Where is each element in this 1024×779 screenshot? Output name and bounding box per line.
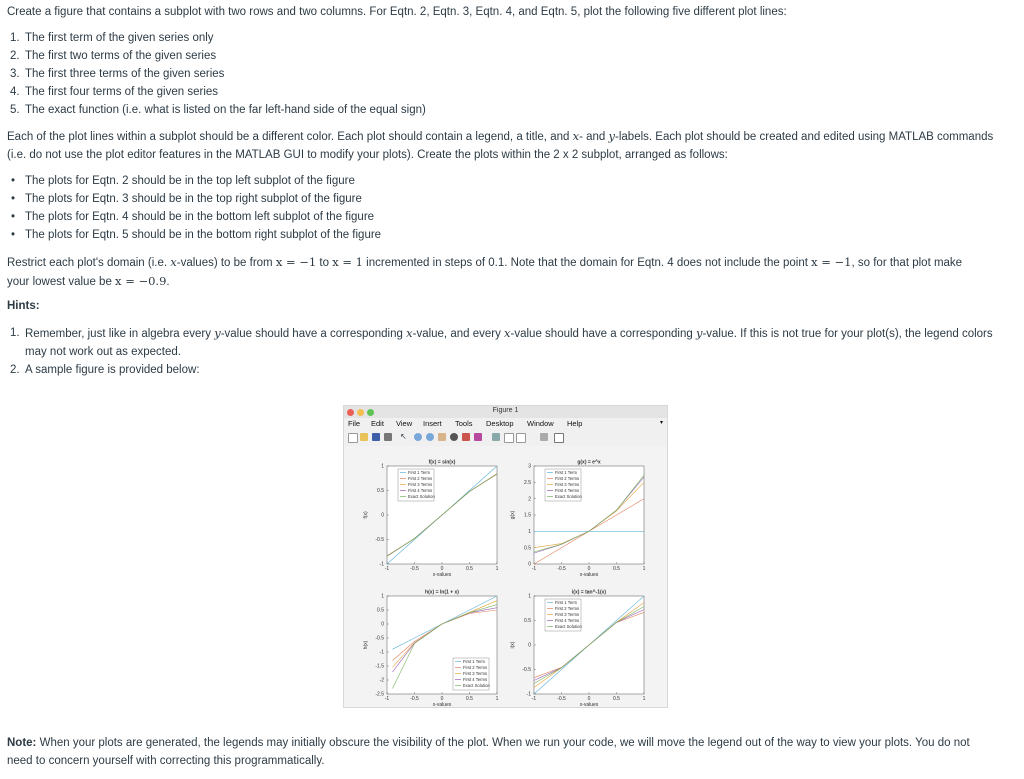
intro-text: Create a figure that contains a subplot with two rows and two columns. For Eqtn. 2, Eqtn. 3, Eqtn. 4, and Eqtn. 5, plot the following five different plot lines:: [7, 6, 787, 18]
list-item: 5. The exact function (i.e. what is listed on the far left-hand side of the equal sign): [10, 104, 426, 116]
y-tick-label: 0.5: [377, 488, 384, 495]
y-tick-label: 1: [528, 593, 531, 600]
y-tick-label: 0.5: [377, 607, 384, 614]
y-axis-label: i(x): [510, 641, 516, 649]
legend-icon[interactable]: [516, 433, 526, 443]
y-axis-label: f(x): [363, 511, 369, 519]
subplot-title: h(x) = ln(1 + x): [425, 589, 459, 596]
legend: [545, 469, 582, 501]
menu-overflow-icon[interactable]: ▾: [660, 420, 664, 426]
x-tick-label: 0: [440, 566, 444, 572]
legend-entry: First 2 Terms: [463, 665, 488, 670]
x-tick-label: 0: [587, 566, 591, 572]
y-tick-label: 1: [381, 593, 384, 600]
dock-icon[interactable]: [554, 433, 564, 443]
legend-entry: First 4 Terms: [555, 618, 580, 623]
y-tick-label: 0: [528, 561, 531, 568]
y-tick-label: -1.5: [375, 663, 384, 670]
y-axis-label: g(x): [510, 510, 516, 520]
matlab-figure-window: [343, 405, 668, 708]
y-axis-label: h(x): [363, 640, 369, 650]
menu-tools[interactable]: Tools: [455, 419, 473, 428]
menu-bar: [344, 418, 667, 430]
list-item: • The plots for Eqtn. 3 should be in the top right subplot of the figure: [11, 193, 362, 205]
link-icon[interactable]: [492, 433, 500, 441]
open-icon[interactable]: [360, 433, 368, 441]
y-tick-label: 2: [528, 496, 531, 503]
legend-entry: First 3 Terms: [408, 482, 433, 487]
x-tick-label: 1: [495, 696, 499, 702]
x-axis-label: x-values: [432, 702, 452, 708]
y-tick-label: 0: [381, 512, 384, 519]
legend-entry: First 4 Terms: [463, 677, 488, 682]
list-item: • The plots for Eqtn. 4 should be in the bottom left subplot of the figure: [11, 211, 375, 223]
y-tick-label: 0.5: [524, 545, 531, 552]
y-tick-label: -0.5: [375, 635, 384, 642]
y-tick-label: -2.5: [375, 691, 384, 698]
y-tick-label: 2.5: [524, 480, 531, 487]
x-axis-label: x-values: [579, 702, 599, 708]
legend: [545, 599, 582, 631]
x-tick-label: 1: [642, 566, 646, 572]
figure-toolbar: [344, 431, 667, 444]
list-item: 1. The first term of the given series only: [10, 32, 214, 44]
save-icon[interactable]: [372, 433, 380, 441]
y-tick-label: -0.5: [375, 537, 384, 544]
x-axis-label: x-values: [432, 572, 452, 578]
y-tick-label: -0.5: [522, 667, 531, 674]
brush-icon[interactable]: [474, 433, 482, 441]
y-tick-label: -1: [526, 691, 531, 698]
legend-entry: Exact Solution: [408, 494, 435, 499]
legend-entry: First 4 Terms: [408, 488, 433, 493]
list-item: 4. The first four terms of the given series: [10, 86, 219, 98]
window-title: Figure 1: [492, 407, 519, 414]
colorbar-icon[interactable]: [504, 433, 514, 443]
instructions-paragraph: Each of the plot lines within a subplot should be a different color. Each plot should contain a legend, a title, and x- and y-labels. Each plot should be created and edited using MATLAB commands (i.e. do not use the plot editor features in the MATLAB GUI to modify your plots). Create the plots within the 2 x 2 subplot, arranged as follows:: [7, 129, 994, 161]
rotate-icon[interactable]: [450, 433, 458, 441]
x-tick-label: 0.5: [466, 696, 473, 702]
arrow-icon[interactable]: ↖: [400, 432, 407, 441]
x-tick-label: 0.5: [613, 566, 620, 572]
legend-entry: Exact Solution: [555, 494, 582, 499]
numbered-list: [7, 29, 1007, 119]
menu-desktop[interactable]: Desktop: [486, 419, 514, 428]
subplot-title: g(x) = e^x: [577, 459, 601, 466]
x-tick-label: 1: [642, 696, 646, 702]
y-tick-label: 1: [381, 463, 384, 470]
hide-icon[interactable]: [540, 433, 548, 441]
figure-canvas: [344, 446, 668, 708]
legend-entry: Exact Solution: [555, 624, 582, 629]
list-item: 1. Remember, just like in algebra every y-value should have a corresponding x-value, and every x-value should have a corresponding y-value. If this is not true for your plot(s), the legend colors may not work out as expected.: [10, 326, 993, 358]
datacursor-icon[interactable]: [462, 433, 470, 441]
x-tick-label: -0.5: [410, 696, 419, 702]
x-tick-label: 1: [495, 566, 499, 572]
x-tick-label: -0.5: [557, 566, 566, 572]
domain-paragraph: Restrict each plot's domain (i.e. x-values) to be from x = −1 to x = 1 incremented in steps of 0.1. Note that the domain for Eqtn. 4 does not include the point x = −1, so for that plot make your lowest value be x = −0.9.: [7, 255, 963, 288]
menu-view[interactable]: View: [396, 419, 413, 428]
list-item: 2. The first two terms of the given series: [10, 50, 217, 62]
subplot-1: [363, 460, 499, 579]
note-paragraph: Note: When your plots are generated, the legends may initially obscure the visibility of the plot. When we run your code, we will move the legend out of the way to view your plots. You do not need to concern yourself with correcting this programmatically.: [7, 737, 970, 767]
y-tick-label: 0: [381, 621, 384, 628]
x-tick-label: 0: [440, 696, 444, 702]
x-tick-label: 0.5: [466, 566, 473, 572]
legend-entry: First 3 Terms: [555, 612, 580, 617]
legend-entry: First 1 Term: [463, 659, 486, 664]
y-tick-label: 3: [528, 463, 531, 470]
y-tick-label: 1: [528, 529, 531, 536]
hints-heading: Hints:: [7, 300, 40, 312]
x-tick-label: -0.5: [557, 696, 566, 702]
zoom-in-icon[interactable]: [414, 433, 422, 441]
legend-entry: First 1 Term: [555, 600, 578, 605]
legend-entry: First 1 Term: [555, 470, 578, 475]
menu-edit[interactable]: Edit: [371, 419, 384, 428]
y-tick-label: 1.5: [524, 512, 531, 519]
subplot-title: i(x) = tan^-1(x): [571, 589, 607, 596]
legend-entry: First 3 Terms: [463, 671, 488, 676]
legend: [453, 658, 490, 690]
pan-icon[interactable]: [438, 433, 446, 441]
legend-entry: First 2 Terms: [555, 476, 580, 481]
x-tick-label: 0: [587, 696, 591, 702]
x-tick-label: -1: [531, 696, 537, 702]
x-axis-label: x-values: [579, 572, 599, 578]
list-item: 3. The first three terms of the given series: [10, 68, 225, 80]
x-tick-label: -1: [384, 566, 390, 572]
bullet-list: [7, 172, 1007, 244]
x-tick-label: -0.5: [410, 566, 419, 572]
subplot-3: [363, 590, 499, 709]
legend-entry: First 1 Term: [408, 470, 431, 475]
menu-help[interactable]: Help: [567, 419, 583, 428]
print-icon[interactable]: [384, 433, 392, 441]
y-tick-label: 0: [528, 642, 531, 649]
list-item: 2. A sample figure is provided below:: [10, 364, 200, 376]
menu-insert[interactable]: Insert: [423, 419, 442, 428]
legend-entry: First 4 Terms: [555, 488, 580, 493]
legend-entry: First 2 Terms: [555, 606, 580, 611]
list-item: • The plots for Eqtn. 5 should be in the bottom right subplot of the figure: [11, 229, 382, 241]
x-tick-label: -1: [531, 566, 537, 572]
hints-list: [7, 324, 1007, 379]
menu-file[interactable]: File: [348, 419, 361, 428]
y-tick-label: -2: [379, 677, 384, 684]
legend-entry: First 3 Terms: [555, 482, 580, 487]
x-tick-label: -1: [384, 696, 390, 702]
y-tick-label: -1: [379, 649, 384, 656]
legend-entry: First 2 Terms: [408, 476, 433, 481]
subplot-grid: [344, 446, 668, 708]
y-tick-label: 0.5: [524, 618, 531, 625]
x-tick-label: 0.5: [613, 696, 620, 702]
menu-window[interactable]: Window: [527, 419, 554, 428]
new-icon[interactable]: [348, 433, 358, 443]
y-tick-label: -1: [379, 561, 384, 568]
subplot-title: f(x) = sin(x): [428, 459, 456, 466]
window-titlebar: [344, 406, 667, 418]
subplot-2: [510, 460, 646, 579]
subplot-4: [510, 590, 646, 709]
legend: [398, 469, 435, 501]
legend-entry: Exact Solution: [463, 683, 490, 688]
zoom-out-icon[interactable]: [426, 433, 434, 441]
list-item: • The plots for Eqtn. 2 should be in the top left subplot of the figure: [11, 175, 355, 187]
